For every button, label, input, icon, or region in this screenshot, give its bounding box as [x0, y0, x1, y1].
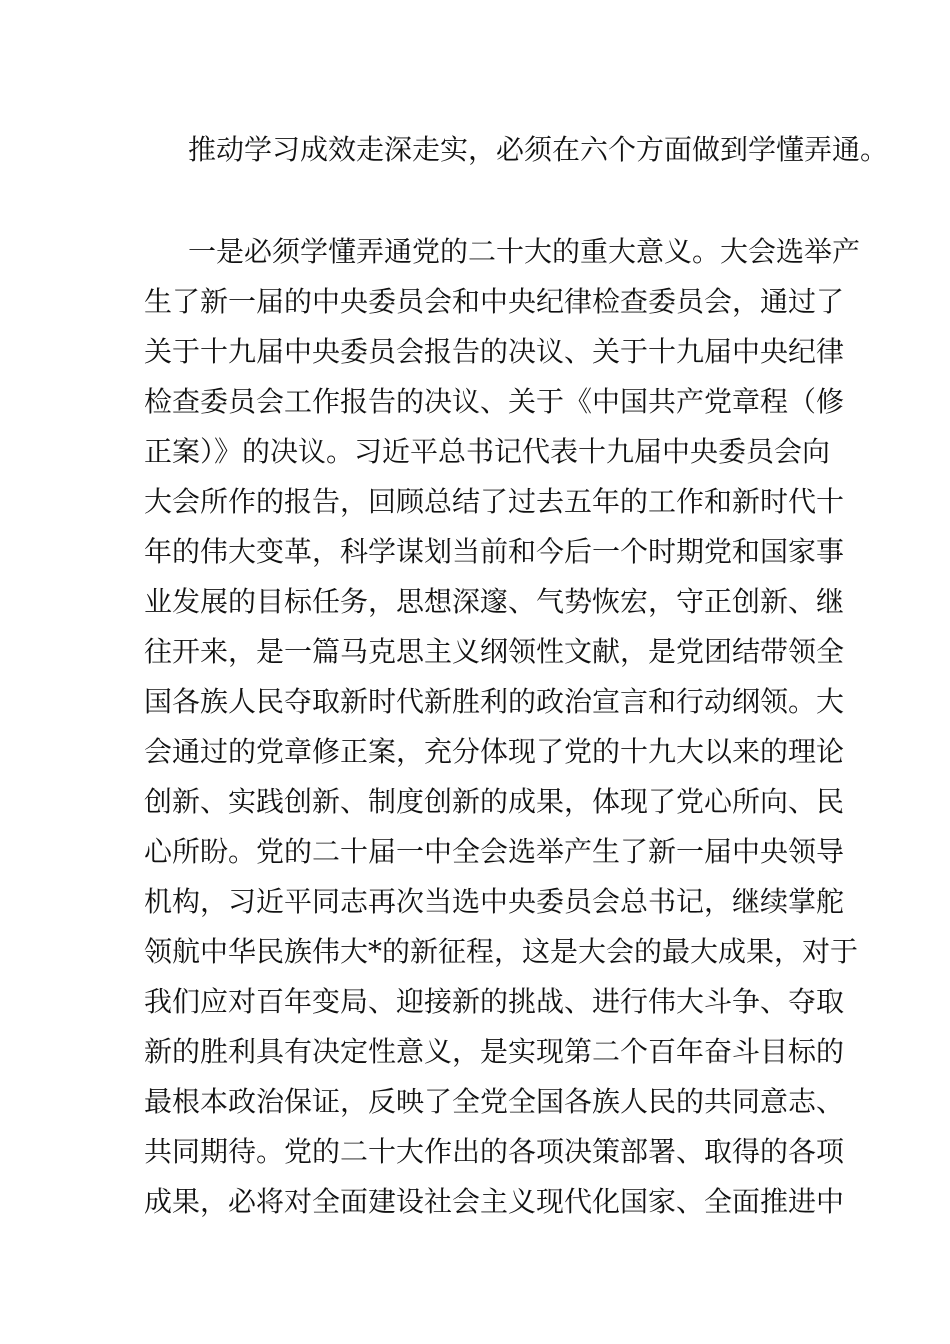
paragraph-line: 一是必须学懂弄通党的二十大的重大意义。大会选举产: [188, 235, 861, 268]
paragraph-line: 机构，习近平同志再次当选中央委员会总书记，继续掌舵: [144, 885, 845, 918]
paragraph-line: 生了新一届的中央委员会和中央纪律检查委员会，通过了: [144, 285, 845, 318]
paragraph-line: 新的胜利具有决定性意义，是实现第二个百年奋斗目标的: [144, 1035, 845, 1068]
paragraph-line: 检查委员会工作报告的决议、关于《中国共产党章程（修: [144, 385, 845, 418]
paragraph-line: 关于十九届中央委员会报告的决议、关于十九届中央纪律: [144, 335, 845, 368]
intro-paragraph: 推动学习成效走深走实，必须在六个方面做到学懂弄通。: [188, 133, 889, 166]
paragraph-line: 会通过的党章修正案，充分体现了党的十九大以来的理论: [144, 735, 845, 768]
paragraph-line: 成果，必将对全面建设社会主义现代化国家、全面推进中: [144, 1185, 845, 1218]
paragraph-line: 大会所作的报告，回顾总结了过去五年的工作和新时代十: [144, 485, 845, 518]
paragraph-line: 心所盼。党的二十届一中全会选举产生了新一届中央领导: [144, 835, 845, 868]
paragraph-line: 国各族人民夺取新时代新胜利的政治宣言和行动纲领。大: [144, 685, 845, 718]
paragraph-line: 年的伟大变革，科学谋划当前和今后一个时期党和国家事: [144, 535, 845, 568]
paragraph-line: 业发展的目标任务，思想深邃、气势恢宏，守正创新、继: [144, 585, 845, 618]
paragraph-line: 共同期待。党的二十大作出的各项决策部署、取得的各项: [144, 1135, 845, 1168]
paragraph-line: 创新、实践创新、制度创新的成果，体现了党心所向、民: [144, 785, 845, 818]
paragraph-line: 往开来，是一篇马克思主义纲领性文献，是党团结带领全: [144, 635, 845, 668]
paragraph-line: 我们应对百年变局、迎接新的挑战、进行伟大斗争、夺取: [144, 985, 845, 1018]
paragraph-line: 正案）》的决议。习近平总书记代表十九届中央委员会向: [144, 435, 831, 468]
paragraph-line: 领航中华民族伟大*的新征程，这是大会的最大成果，对于: [144, 935, 859, 968]
paragraph-line: 最根本政治保证，反映了全党全国各族人民的共同意志、: [144, 1085, 845, 1118]
